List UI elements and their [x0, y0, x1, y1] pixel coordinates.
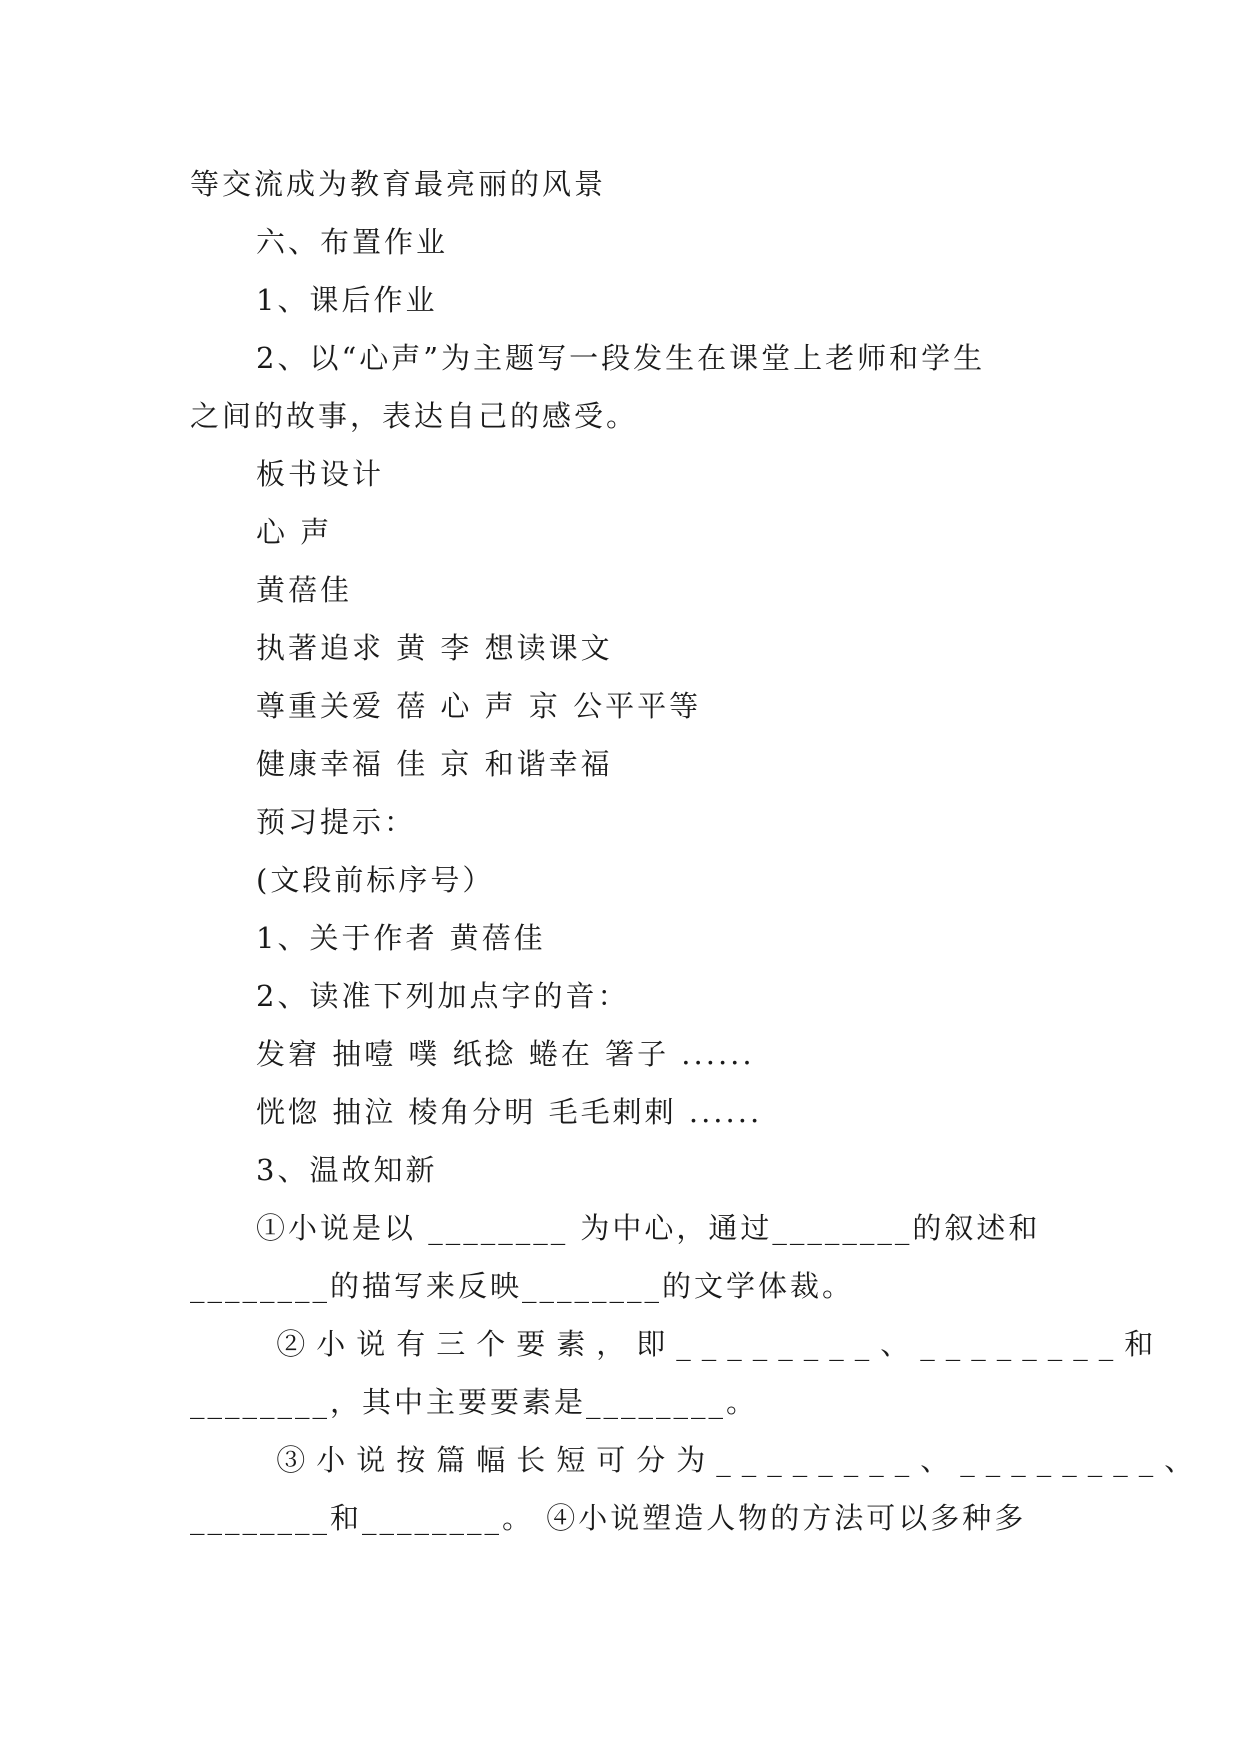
paragraph-line: 等交流成为教育最亮丽的风景: [190, 167, 607, 201]
paragraph-line: 2、以“心声”为主题写一段发生在课堂上老师和学生: [256, 341, 986, 375]
paragraph-line: 之间的故事，表达自己的感受。: [190, 399, 639, 433]
fill-blank-line: ①小说是以 ________ 为中心，通过________的叙述和: [256, 1211, 1041, 1245]
section-heading: 板书设计: [256, 457, 385, 491]
paragraph-line: 2、读准下列加点字的音：: [256, 979, 630, 1013]
section-heading: 3、温故知新: [256, 1153, 438, 1187]
fill-blank-line: ②小说有三个要素，即________、________和: [256, 1327, 1165, 1361]
vocab-line: 发窘 抽噎 噗 纸捻 蜷在 箸子 ......: [256, 1037, 755, 1071]
section-heading: 预习提示：: [256, 805, 417, 839]
fill-blank-line: ③小说按篇幅长短可分为________、________、: [256, 1443, 1205, 1477]
board-row: 健康幸福 佳 京 和谐幸福: [256, 747, 613, 781]
fill-blank-line: ________，其中主要要素是________。: [190, 1385, 759, 1419]
paragraph-line: 1、关于作者 黄蓓佳: [256, 921, 546, 955]
board-author: 黄蓓佳: [256, 573, 353, 607]
board-row: 执著追求 黄 李 想读课文: [256, 631, 613, 665]
fill-blank-line: ________的描写来反映________的文学体裁。: [190, 1269, 855, 1303]
board-title: 心 声: [256, 515, 333, 549]
paragraph-line: 1、课后作业: [256, 283, 438, 317]
paragraph-line: (文段前标序号）: [256, 863, 495, 897]
fill-blank-line: ________和________。 ④小说塑造人物的方法可以多种多: [190, 1501, 1027, 1535]
board-row: 尊重关爱 蓓 心 声 京 公平平等: [256, 689, 702, 723]
section-heading: 六、布置作业: [256, 225, 449, 259]
vocab-line: 恍惚 抽泣 棱角分明 毛毛剌剌 ......: [256, 1095, 763, 1129]
